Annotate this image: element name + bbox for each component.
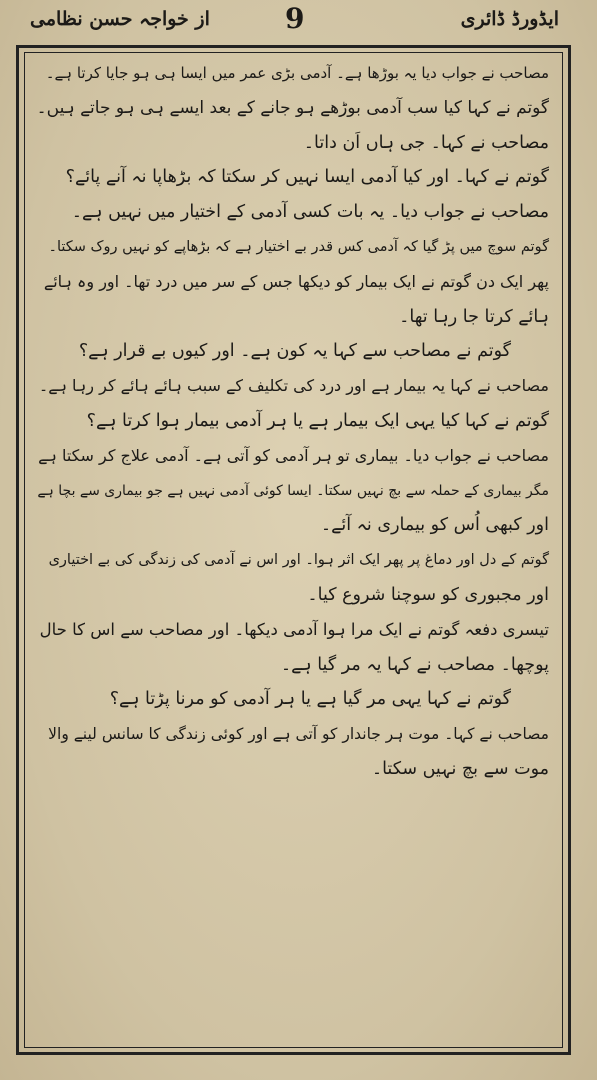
text-line: مگر بیماری کے حملہ سے بچ نہیں سکتا۔ ایسا کوئی آدمی نہیں ہے جو بیماری سے بچا ہے	[37, 482, 549, 499]
text-line: پوچھا۔ مصاحب نے کہا یہ مر گیا ہے۔	[280, 654, 549, 675]
text-line: گوتم نے مصاحب سے کہا یہ کون ہے۔ اور کیوں بے قرار ہے؟	[78, 341, 511, 362]
text-line: پھر ایک دن گوتم نے ایک بیمار کو دیکھا جس کے سر میں درد تھا۔ اور وہ ہائے	[43, 271, 549, 291]
text-line: ہائے کرتا جا رہا تھا۔	[399, 306, 549, 327]
text-line: مصاحب نے جواب دیا یہ بوڑھا ہے۔ آدمی بڑی عمر میں ایسا ہی ہو جایا کرتا ہے۔	[45, 64, 549, 82]
page-header	[0, 0, 597, 44]
text-line: مصاحب نے کہا۔ موت ہر جاندار کو آتی ہے اور کوئی زندگی کا سانس لینے والا	[48, 725, 549, 744]
text-line: مصاحب نے کہا۔ جی ہاں اَن داتا۔	[303, 132, 549, 153]
text-line: اور کبھی اُس کو بیماری نہ آئے۔	[320, 515, 549, 536]
text-line: گوتم نے کہا۔ اور کیا آدمی ایسا نہیں کر سکتا کہ بڑھاپا نہ آنے پائے؟	[65, 167, 549, 188]
text-line: گوتم نے کہا کیا سب آدمی بوڑھے ہو جانے کے بعد ایسے ہی ہو جاتے ہیں۔	[36, 97, 549, 118]
text-line: گوتم سوچ میں پڑ گیا کہ آدمی کس قدر بے اختیار ہے کہ بڑھاپے کو نہیں روک سکتا۔	[48, 238, 549, 255]
text-line: گوتم نے کہا کیا یہی ایک بیمار ہے یا ہر آدمی بیمار ہوا کرتا ہے؟	[86, 410, 549, 431]
header-author: از خواجہ حسن نظامی	[30, 8, 210, 30]
text-line: گوتم کے دل اور دماغ پر پھر ایک اثر ہوا۔ اور اس نے آدمی کی زندگی کی بے اختیاری	[48, 552, 549, 569]
text-line: اور مجبوری کو سوچنا شروع کیا۔	[307, 584, 549, 605]
text-line: گوتم نے کہا یہی مر گیا ہے یا ہر آدمی کو مرنا پڑتا ہے؟	[109, 689, 511, 710]
text-line: موت سے بچ نہیں سکتا۔	[371, 758, 549, 779]
text-line: تیسری دفعہ گوتم نے ایک مرا ہوا آدمی دیکھا۔ اور مصاحب سے اس کا حال	[39, 619, 549, 639]
text-line: مصاحب نے جواب دیا۔ یہ بات کسی آدمی کے اختیار میں نہیں ہے۔	[71, 202, 549, 223]
text-line: مصاحب نے کہا یہ بیمار ہے اور درد کی تکلیف کے سبب ہائے ہائے کر رہا ہے۔	[38, 376, 549, 396]
page-number: 9	[285, 2, 305, 35]
text-line: مصاحب نے جواب دیا۔ بیماری تو ہر آدمی کو آتی ہے۔ آدمی علاج کر سکتا ہے	[38, 445, 549, 465]
header-book-title: ایڈورڈ ڈائری	[460, 8, 559, 30]
body-text	[32, 56, 555, 1036]
